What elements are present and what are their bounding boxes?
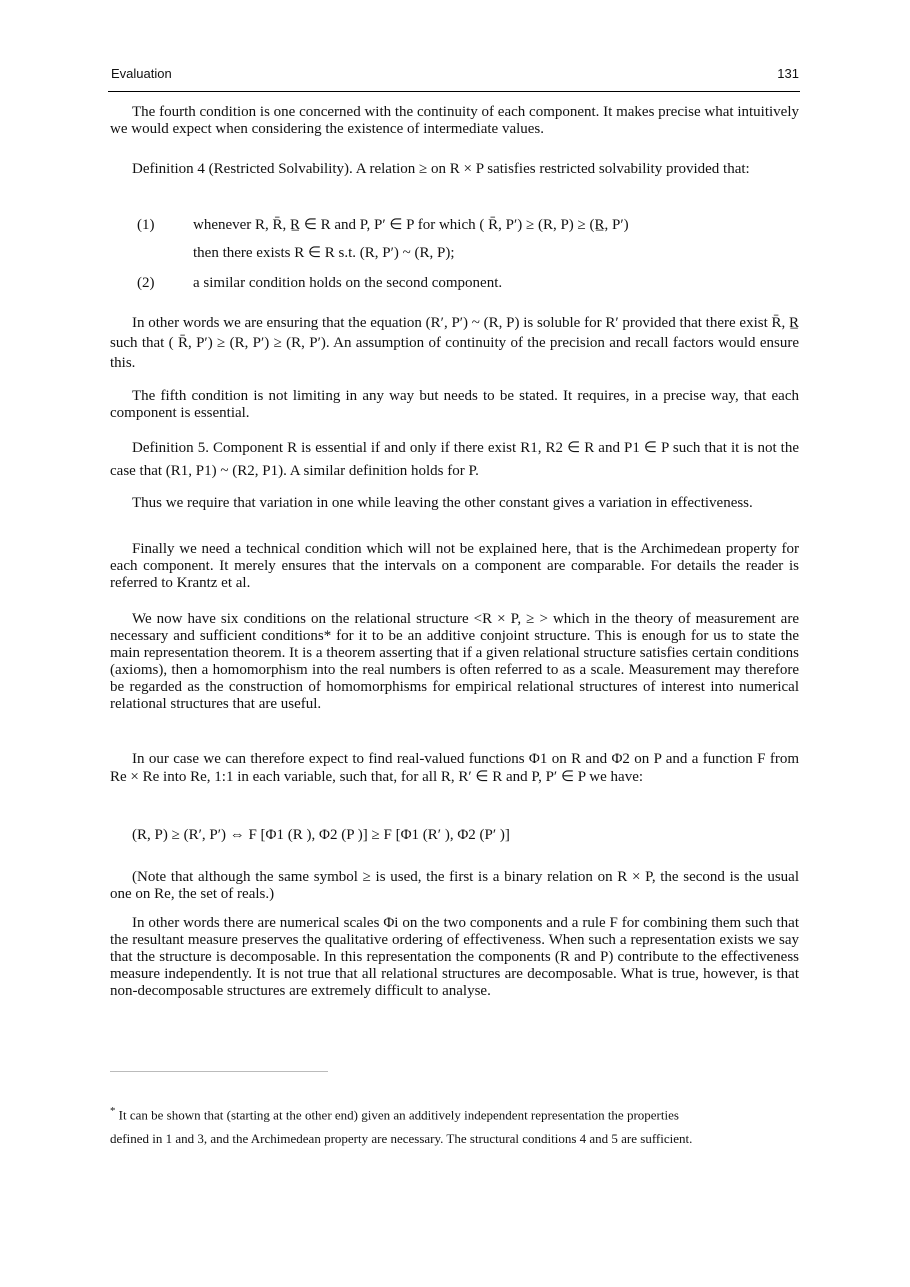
representation-equation: (R, P) ≥ (R′, P′) ⇔ F [Φ1 (R ), Φ2 (P )] ≥ F [Φ1 (R′ ), Φ2 (P′ )] [132,827,510,843]
condition-2-text: a similar condition holds on the second component. [193,275,503,291]
definition-5: Definition 5. Component R is essential if and only if there exist R1, R2 ∈ R and P1 ∈ P such that it is not the case that (R1, P1) ~ (R2, P1). A similar definition holds for P. [110,440,799,479]
condition-2-label: (2) [137,275,155,291]
header-rule [108,91,800,92]
paragraph-continuity: The fourth condition is one concerned with the continuity of each component. It makes precise what intuitively we would expect when considering the existence of intermediate values. [110,104,799,137]
condition-1-label: (1) [137,217,155,233]
paragraph-solubility: In other words we are ensuring that the equation (R′, P′) ~ (R, P) is soluble for R′ provided that there exist R̄, R̲ such that ( R̄, P′) ≥ (R, P′) ≥ (R, P′). An assumption of continuity of the precision and recall factors would ensure this. [110,315,800,371]
condition-1-line-2: then there exists R ∈ R s.t. (R, P′) ~ (R, P); [193,245,455,261]
footnote-line-2: defined in 1 and 3, and the Archimedean property are necessary. The structural conditions 4 and 5 are sufficient. [110,1131,693,1146]
paragraph-fifth-condition: The fifth condition is not limiting in any way but needs to be stated. It requires, in a precise way, that each component is essential. [110,388,799,421]
paragraph-real-valued-functions: In our case we can therefore expect to find real-valued functions Φ1 on R and Φ2 on P and a function F from Re × Re into Re, 1:1 in each variable, such that, for all R, R′ ∈ R and P, P′ ∈ P we have: [110,751,799,785]
definition-4: Definition 4 (Restricted Solvability). A relation ≥ on R × P satisfies restricted solvability provided that: [132,161,750,177]
footnote-text-1: It can be shown that (starting at the other end) given an additively independent representation the properties [118,1107,679,1123]
paragraph-variation: Thus we require that variation in one while leaving the other constant gives a variation in effectiveness. [132,495,753,511]
condition-item-2 [110,275,799,295]
condition-item-1 [110,217,799,262]
footnote-line-1 [110,1103,800,1123]
header-section-title: Evaluation [111,66,172,81]
paragraph-representation-theorem: We now have six conditions on the relational structure <R × P, ≥ > which in the theory of measurement are necessary and sufficient conditions* for it to be an additive conjoint structure. This is enough for us to state the main representation theorem. It is a theorem asserting that if a given relational structure satisfies certain conditions (axioms), then a homomorphism into the real numbers is often referred to as a scale. Measurement may therefore be regarded as the construction of homomorphisms for empirical relational structures of interest into numerical relational structures that are useful. [110,611,799,712]
paragraph-symbol-note: (Note that although the same symbol ≥ is used, the first is a binary relation on R × P, the second is the usual one on Re, the set of reals.) [110,869,799,902]
running-header [111,66,799,84]
paragraph-decomposable: In other words there are numerical scales Φi on the two components and a rule F for combining them such that the resultant measure preserves the qualitative ordering of effectiveness. When such a representation exists we say that the structure is decomposable. In this representation the components (R and P) contribute to the effectiveness measure independently. It is not true that all relational structures are decomposable. What is true, however, is that non-decomposable structures are extremely difficult to analyse. [110,915,799,999]
footnote-rule [110,1071,328,1072]
footnote-marker: * [110,1105,116,1117]
condition-1-line-1: whenever R, R̄, R̲ ∈ R and P, P′ ∈ P for which ( R̄, P′) ≥ (R, P) ≥ (R̲, P′) [193,217,629,233]
paragraph-archimedean: Finally we need a technical condition which will not be explained here, that is the Archimedean property for each component. It merely ensures that the intervals on a component are comparable. For details the reader is referred to Krantz et al. [110,541,799,591]
header-page-number: 131 [777,66,799,81]
